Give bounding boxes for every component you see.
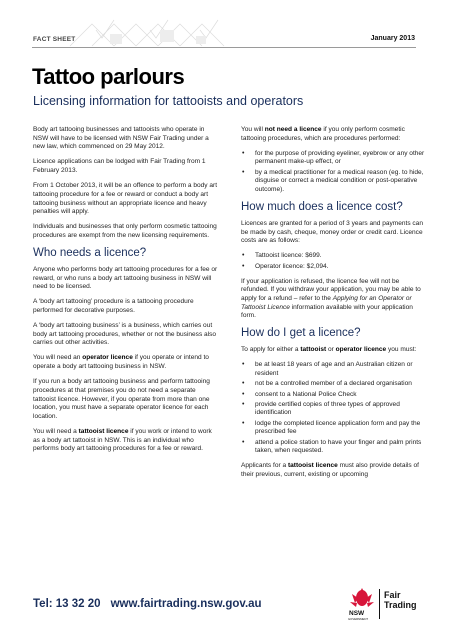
heading-get-licence: How do I get a licence? <box>241 327 361 340</box>
footer-phone[interactable]: Tel: 13 32 20 <box>33 598 101 610</box>
guide-title: Applying for an Operator or Tattooist Licence <box>241 295 412 311</box>
tattooist-licence-paragraph: You will need a tattooist licence if you work or intend to work as a body art tattooist in NSW. This is an individual who performs body art tattooing procedures for a fee or reward. <box>33 427 212 453</box>
business-definition: A ‘body art tattooing business’ is a business, which carries out body art tattooing procedures, whether or not the business also carries out other activities. <box>33 322 217 347</box>
list-item: • for the purpose of providing eyeliner, eyebrow or any other permanent make-up effect, or <box>241 150 426 167</box>
footer-contact <box>33 598 262 610</box>
exempt-paragraph: Individuals and businesses that only perform cosmetic tattooing procedures are exempt from the new licensing requirements. <box>33 223 217 239</box>
procedure-definition: A ‘body art tattooing’ procedure is a tattooing procedure performed for decorative purposes. <box>33 298 194 315</box>
heading-who-needs-licence: Who needs a licence? <box>33 246 147 259</box>
cosmetic-list <box>241 150 426 195</box>
refund-paragraph: If your application is refused, the licence fee will not be refunded. If you withdraw your application, you may be able to apply for a refund – refer to the Applying for an Operator or Tattooist Licence information available with your application form. <box>241 277 421 320</box>
publication-date: January 2013 <box>370 35 415 42</box>
list-item: • not be a controlled member of a declared organisation <box>241 380 426 389</box>
lodge-date-paragraph: Licence applications can be lodged with Fair Trading from 1 February 2013. <box>33 158 206 175</box>
left-column <box>33 126 218 460</box>
offence-paragraph: From 1 October 2013, it will be an offence to perform a body art tattooing procedure for a fee or reward or conduct a body art tattooing business without an appropriate licence and heavy penalties will apply. <box>33 182 218 216</box>
list-item: • by a medical practitioner for a medical reason (eg. to hide, disguise or correct a medical condition or post-operative outcome). <box>241 169 426 195</box>
logo-government-text: GOVERNMENT <box>348 617 369 621</box>
operator-licence-paragraph: You will need an operator licence if you operate or intend to operate a body art tattooing business in NSW. <box>33 354 209 371</box>
list-item: • Operator licence: $2,094. <box>241 263 426 272</box>
header-pattern <box>0 0 452 62</box>
logo-divider <box>379 589 380 619</box>
page-subtitle: Licensing information for tattooists and operators <box>33 94 304 108</box>
logo-fair-trading-text: Fair Trading <box>384 590 417 610</box>
multi-location-paragraph: If you run a body art tattooing business and perform tattooing procedures at that premises you do not need a separate tattooist licence. However, if you operate from more than one location, you must have a separate operator licence for each location. <box>33 378 210 420</box>
list-item: • Tattooist licence: $699. <box>241 252 426 261</box>
no-licence-paragraph: You will not need a licence if you only perform cosmetic tattooing procedures, which are procedures performed: <box>241 126 405 142</box>
logo-nsw-text: NSW <box>349 610 365 617</box>
fee-list <box>241 252 426 271</box>
apply-paragraph: To apply for either a tattooist or operator licence you must: <box>241 346 417 354</box>
cost-paragraph: Licences are granted for a period of 3 years and payments can be made by cash, cheque, money order or credit card. Licence costs are as follows: <box>241 220 423 245</box>
header-rule <box>32 47 416 48</box>
operator-licence-term: operator licence <box>82 354 133 362</box>
tattooist-licence-term: tattooist licence <box>78 427 129 435</box>
list-item: • provide certified copies of three types of approved identification <box>241 401 426 418</box>
list-item: • attend a police station to have your finger and palm prints taken, when requested. <box>241 439 426 456</box>
who-needs-paragraph: Anyone who performs body art tattooing procedures for a fee or reward, or who runs a body art tattooing business in NSW will need to be licensed. <box>33 265 218 291</box>
applicant-details-paragraph: Applicants for a tattooist licence must also provide details of their previous, current, existing or upcoming <box>241 462 419 478</box>
no-licence-term: not need a licence <box>264 126 322 133</box>
list-item: • lodge the completed licence application form and pay the prescribed fee <box>241 420 426 437</box>
page-title: Tattoo parlours <box>32 64 185 89</box>
heading-licence-cost: How much does a licence cost? <box>241 201 403 214</box>
right-column <box>241 126 426 486</box>
fact-sheet-label: FACT SHEET <box>33 36 76 43</box>
intro-paragraph: Body art tattooing businesses and tattooists who operate in NSW will have to be licensed with NSW Fair Trading under a new law, which commenced on 29 May 2012. <box>33 126 209 151</box>
list-item: • consent to a National Police Check <box>241 391 426 400</box>
list-item: • be at least 18 years of age and an Australian citizen or resident <box>241 361 426 378</box>
footer-website-link[interactable]: www.fairtrading.nsw.gov.au <box>110 598 262 610</box>
requirements-list <box>241 361 426 456</box>
